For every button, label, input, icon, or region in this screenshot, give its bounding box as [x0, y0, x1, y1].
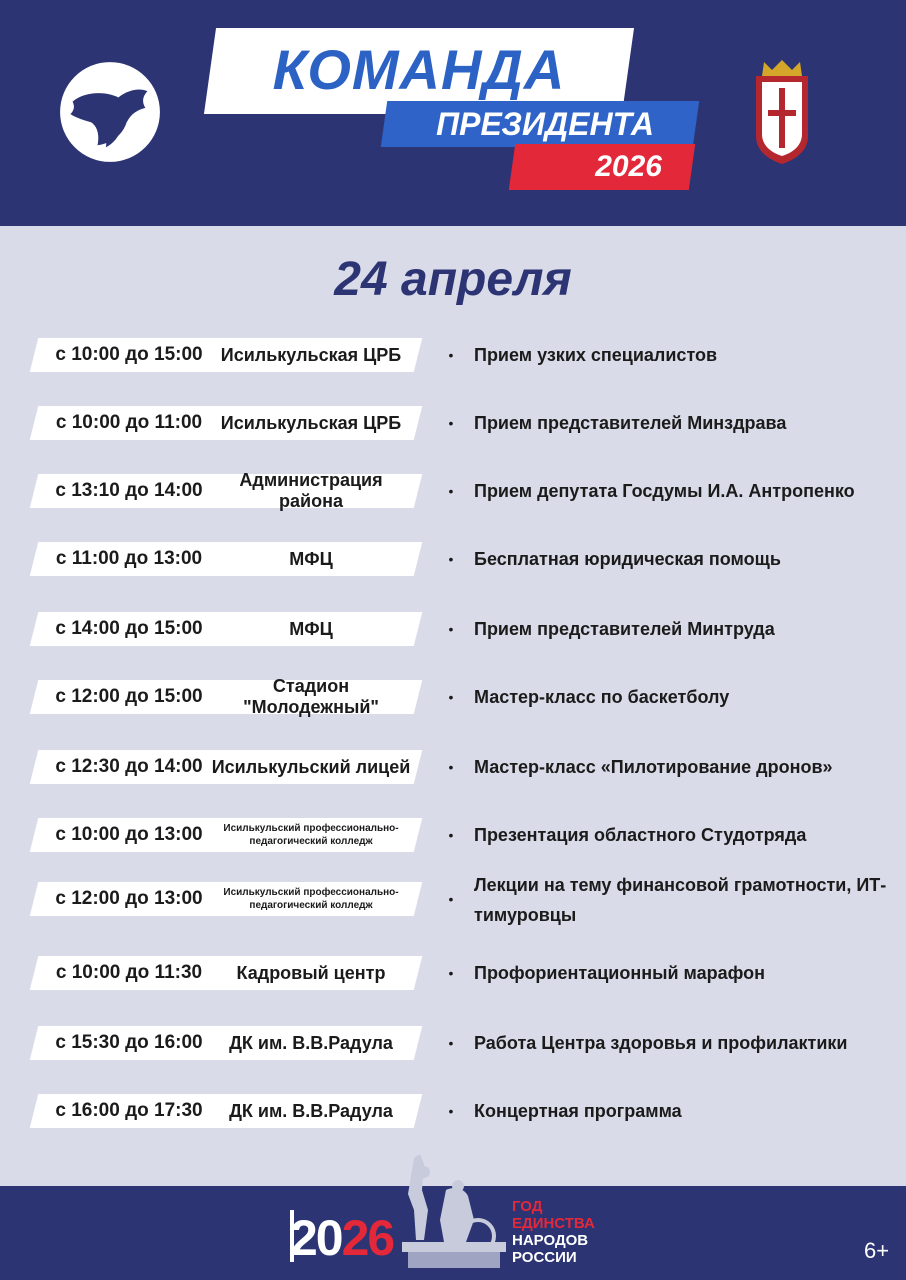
event-activity: Профориентационный марафон [474, 963, 765, 983]
bullet-icon: • [448, 1103, 454, 1119]
event-time: с 11:00 до 13:00 [55, 548, 203, 569]
bullet-icon: • [448, 965, 454, 981]
date-title: 24 апреля [334, 253, 572, 306]
event-time: с 12:00 до 13:00 [55, 888, 203, 909]
event-place: Администрация района [239, 470, 383, 511]
event-activity: Прием представителей Минтруда [474, 619, 775, 639]
bullet-icon: • [448, 689, 454, 705]
event-activity: Бесплатная юридическая помощь [474, 549, 781, 569]
age-rating: 6+ [864, 1238, 890, 1263]
bullet-icon: • [448, 415, 454, 431]
event-activity: Мастер-класс по баскетболу [474, 687, 730, 707]
event-time: с 14:00 до 15:00 [55, 618, 203, 639]
bear-logo-icon [58, 60, 162, 164]
unity-line-3: НАРОДОВ [512, 1232, 589, 1249]
event-place: Исилькульский профессионально-педагогический колледж [223, 823, 399, 847]
footer-year-red: 26 [341, 1210, 394, 1266]
bullet-icon: • [448, 483, 454, 499]
event-activity: Лекции на тему финансовой грамотности, ИТ-тимуровцы [474, 875, 887, 925]
footer-year [290, 1210, 393, 1266]
event-activity: Работа Центра здоровья и профилактики [474, 1033, 848, 1053]
event-time: с 12:30 до 14:00 [55, 756, 203, 777]
event-time: с 10:00 до 11:00 [55, 412, 203, 433]
brand-title: КОМАНДА [272, 38, 566, 101]
unity-line-4: РОССИИ [512, 1249, 577, 1266]
event-time: с 10:00 до 15:00 [55, 344, 203, 365]
brand-subtitle: ПРЕЗИДЕНТА [436, 106, 654, 142]
minin-pozharsky-monument-icon [394, 1150, 514, 1272]
unity-line-1: ГОД [512, 1198, 543, 1215]
event-time: с 12:00 до 15:00 [55, 686, 203, 707]
event-place: Кадровый центр [236, 962, 386, 983]
event-activity: Презентация областного Студотряда [474, 825, 807, 845]
event-activity: Прием депутата Госдумы И.А. Антропенко [474, 481, 855, 501]
event-place: Исилькульский лицей [211, 756, 411, 777]
event-activity: Концертная программа [474, 1101, 682, 1121]
event-place: Исилькульский профессионально-педагогический колледж [223, 887, 399, 911]
bullet-icon: • [448, 827, 454, 843]
footer-year-white: 20 [290, 1210, 342, 1266]
event-time: с 13:10 до 14:00 [55, 480, 203, 501]
event-activity: Прием представителей Минздрава [474, 413, 787, 433]
bullet-icon: • [448, 347, 454, 363]
event-place: ДК им. В.В.Радула [229, 1100, 393, 1121]
event-place: МФЦ [289, 618, 333, 639]
brand-year: 2026 [595, 150, 662, 183]
bullet-icon: • [448, 551, 454, 567]
event-activity: Мастер-класс «Пилотирование дронов» [474, 757, 833, 777]
bullet-icon: • [448, 621, 454, 637]
event-place: МФЦ [289, 548, 333, 569]
bullet-icon: • [448, 1035, 454, 1051]
event-time: с 10:00 до 13:00 [55, 824, 203, 845]
event-place: Исилькульская ЦРБ [220, 344, 402, 365]
event-place: Исилькульская ЦРБ [220, 412, 402, 433]
bullet-icon: • [448, 759, 454, 775]
event-time: с 15:30 до 16:00 [55, 1032, 203, 1053]
event-place: ДК им. В.В.Радула [229, 1032, 393, 1053]
bullet-icon: • [448, 891, 454, 907]
unity-line-2: ЕДИНСТВА [512, 1215, 595, 1232]
event-place: Стадион "Молодежный" [243, 676, 379, 717]
event-activity: Прием узких специалистов [474, 345, 718, 365]
year-of-unity-text [512, 1198, 622, 1266]
coat-of-arms-icon [750, 56, 814, 166]
event-time: с 16:00 до 17:30 [55, 1100, 203, 1121]
event-time: с 10:00 до 11:30 [55, 962, 203, 983]
